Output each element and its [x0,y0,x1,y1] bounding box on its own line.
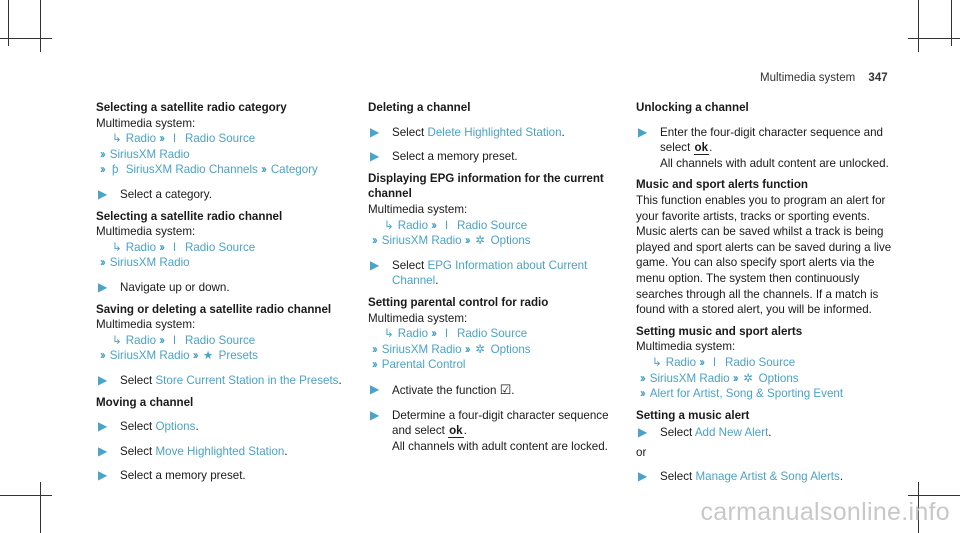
page-header [760,72,936,84]
link-epg-info[interactable]: EPG Information about Current Channel [392,258,588,288]
double-chevron-icon: ›› [261,163,265,177]
crop-mark [40,0,41,52]
heading-unlock-channel: Unlocking a channel [636,101,749,114]
search-icon: ƥ [112,163,119,177]
double-chevron-icon: ›› [640,387,644,401]
radio-source-icon: ǀ [712,355,716,369]
step-arrow-icon: ▶ [638,425,648,440]
step: ▶ Select EPG Information about Current Channel. [370,257,588,288]
menu-path: ↳ Radio ›› ǀ Radio Source [384,218,528,232]
double-chevron-icon: ›› [159,240,163,254]
system-label: Multimedia system: [636,340,736,354]
step: ▶ Navigate up or down. [98,279,230,294]
step: ▶ Select Manage Artist & Song Alerts. [638,469,844,484]
heading-select-category: Selecting a satellite radio category [96,101,287,114]
heading-epg-info: Displaying EPG information for the current channel [368,171,604,201]
menu-path: ↳ Radio ›› ǀ Radio Source [652,355,796,369]
column-1 [96,100,346,488]
double-chevron-icon: ›› [372,342,376,356]
gear-icon: ✲ [475,234,485,248]
gear-icon: ✲ [475,342,485,356]
crop-mark [951,0,952,46]
step-arrow-icon: ▶ [370,124,380,139]
double-chevron-icon: ›› [100,256,104,270]
return-arrow-icon: ↳ [384,327,394,341]
system-label: Multimedia system: [368,202,468,216]
menu-path: ›› SiriusXM Radio ›› ✲ Options [372,342,531,356]
step: ▶ Determine a four-digit character sequence and select ok. All channels with adult content are locked. [370,407,609,453]
step: ▶ Select Store Current Station in the Presets. [98,372,342,387]
system-label: Multimedia system: [96,116,196,130]
radio-source-icon: ǀ [172,240,176,254]
crop-mark [908,495,960,496]
menu-path: ↳ Radio ›› ǀ Radio Source [112,132,256,146]
crop-mark [918,0,919,52]
menu-path: ›› SiriusXM Radio ›› ✲ Options [640,371,799,385]
link-options[interactable]: Options [155,420,196,434]
link-manage-alerts[interactable]: Manage Artist & Song Alerts [695,470,840,484]
heading-save-delete-channel: Saving or deleting a satellite radio channel [96,302,332,316]
crop-mark [0,495,52,496]
menu-path: ›› SiriusXM Radio ›› ★ Presets [100,349,258,363]
crop-mark [40,482,41,533]
double-chevron-icon: ›› [431,327,435,341]
gear-icon: ✲ [743,371,753,385]
step: ▶ Select Move Highlighted Station. [98,443,288,458]
radio-source-icon: ǀ [172,333,176,347]
menu-path: ›› Alert for Artist, Song & Sporting Event [640,387,844,401]
return-arrow-icon: ↳ [384,218,394,232]
menu-path: ›› SiriusXM Radio ›› ✲ Options [372,234,531,248]
star-icon: ★ [202,349,214,363]
step-arrow-icon: ▶ [98,186,108,201]
system-label: Multimedia system: [96,225,196,239]
step: ▶ Select Add New Alert. [638,425,772,440]
return-arrow-icon: ↳ [112,132,122,146]
page-number: 347 [868,72,888,84]
double-chevron-icon: ›› [100,147,104,161]
step-arrow-icon: ▶ [98,419,108,434]
radio-source-icon: ǀ [444,327,448,341]
return-arrow-icon: ↳ [652,355,662,369]
double-chevron-icon: ›› [100,349,104,363]
step-arrow-icon: ▶ [638,124,648,139]
double-chevron-icon: ›› [732,371,737,385]
double-chevron-icon: ›› [159,132,163,146]
menu-path: ↳ Radio ›› ǀ Radio Source [384,327,528,341]
heading-music-alert: Setting a music alert [636,408,750,422]
double-chevron-icon: ›› [159,333,163,347]
heading-parental-control: Setting parental control for radio [368,295,549,309]
link-move-station[interactable]: Move Highlighted Station [155,444,285,458]
double-chevron-icon: ›› [100,163,104,177]
ok-key-icon: ok [694,141,709,155]
crop-mark [8,0,9,46]
step: ▶ Enter the four-digit character sequence and select ok. All channels with adult content are unlocked. [638,124,889,170]
double-chevron-icon: ›› [372,234,376,248]
column-3 [636,100,898,489]
radio-source-icon: ǀ [444,218,448,232]
alerts-paragraph: This function enables you to program an alert for your favorite artists, tracks or sporting events. Music alerts can be saved whilst a track is being played and sport alerts can be saved during a live game. You can also specify sport alerts via the menu option. The system then continuously searches through all the channels. If a match is found with a stored alert, you will be informed. [636,193,892,317]
step-arrow-icon: ▶ [370,257,380,272]
menu-path: ↳ Radio ›› ǀ Radio Source [112,240,256,254]
heading-set-alerts: Setting music and sport alerts [636,324,803,338]
step-arrow-icon: ▶ [370,407,380,422]
step-arrow-icon: ▶ [98,468,108,483]
menu-path: ›› SiriusXM Radio [100,256,190,270]
column-2 [368,100,618,458]
checkbox-checked-icon: ☑ [499,381,512,397]
return-arrow-icon: ↳ [112,333,122,347]
step: ▶ Select a memory preset. [370,149,518,164]
step-arrow-icon: ▶ [98,279,108,294]
double-chevron-icon: ›› [464,342,469,356]
return-arrow-icon: ↳ [112,240,122,254]
menu-path: ›› Parental Control [372,358,466,372]
step-arrow-icon: ▶ [370,149,380,164]
step: ▶ Select Options. [98,419,199,434]
ok-key-icon: ok [449,424,463,438]
double-chevron-icon: ›› [192,349,197,363]
menu-path: ↳ Radio ›› ǀ Radio Source [112,333,256,347]
crop-mark [908,38,960,39]
step-arrow-icon: ▶ [98,372,108,387]
double-chevron-icon: ›› [372,358,376,372]
double-chevron-icon: ›› [640,371,644,385]
step: ▶ Activate the function ☑. [370,381,515,397]
heading-select-channel: Selecting a satellite radio channel [96,209,283,223]
double-chevron-icon: ›› [431,218,435,232]
system-label: Multimedia system: [368,311,468,325]
menu-path: ›› ƥ SiriusXM Radio Channels ›› Category [100,163,318,177]
link-delete-station[interactable]: Delete Highlighted Station [427,125,562,139]
heading-move-channel: Moving a channel [96,395,194,409]
radio-source-icon: ǀ [172,132,176,146]
watermark: carmanualsonline.info [700,498,950,526]
step: ▶ Select a memory preset. [98,468,246,483]
double-chevron-icon: ›› [464,234,469,248]
step-arrow-icon: ▶ [98,443,108,458]
link-add-alert[interactable]: Add New Alert [694,426,769,440]
heading-delete-channel: Deleting a channel [368,101,471,114]
heading-alerts-function: Music and sport alerts function [636,178,808,192]
or-text: or [636,445,647,459]
double-chevron-icon: ›› [699,355,703,369]
step: ▶ Select a category. [98,186,212,201]
menu-path: ›› SiriusXM Radio [100,147,190,161]
step: ▶ Select Delete Highlighted Station. [370,124,565,139]
step-arrow-icon: ▶ [370,381,380,396]
section-title: Multimedia system [760,72,856,84]
step-arrow-icon: ▶ [638,469,648,484]
link-store-station[interactable]: Store Current Station in the Presets [155,373,339,387]
system-label: Multimedia system: [96,318,196,332]
